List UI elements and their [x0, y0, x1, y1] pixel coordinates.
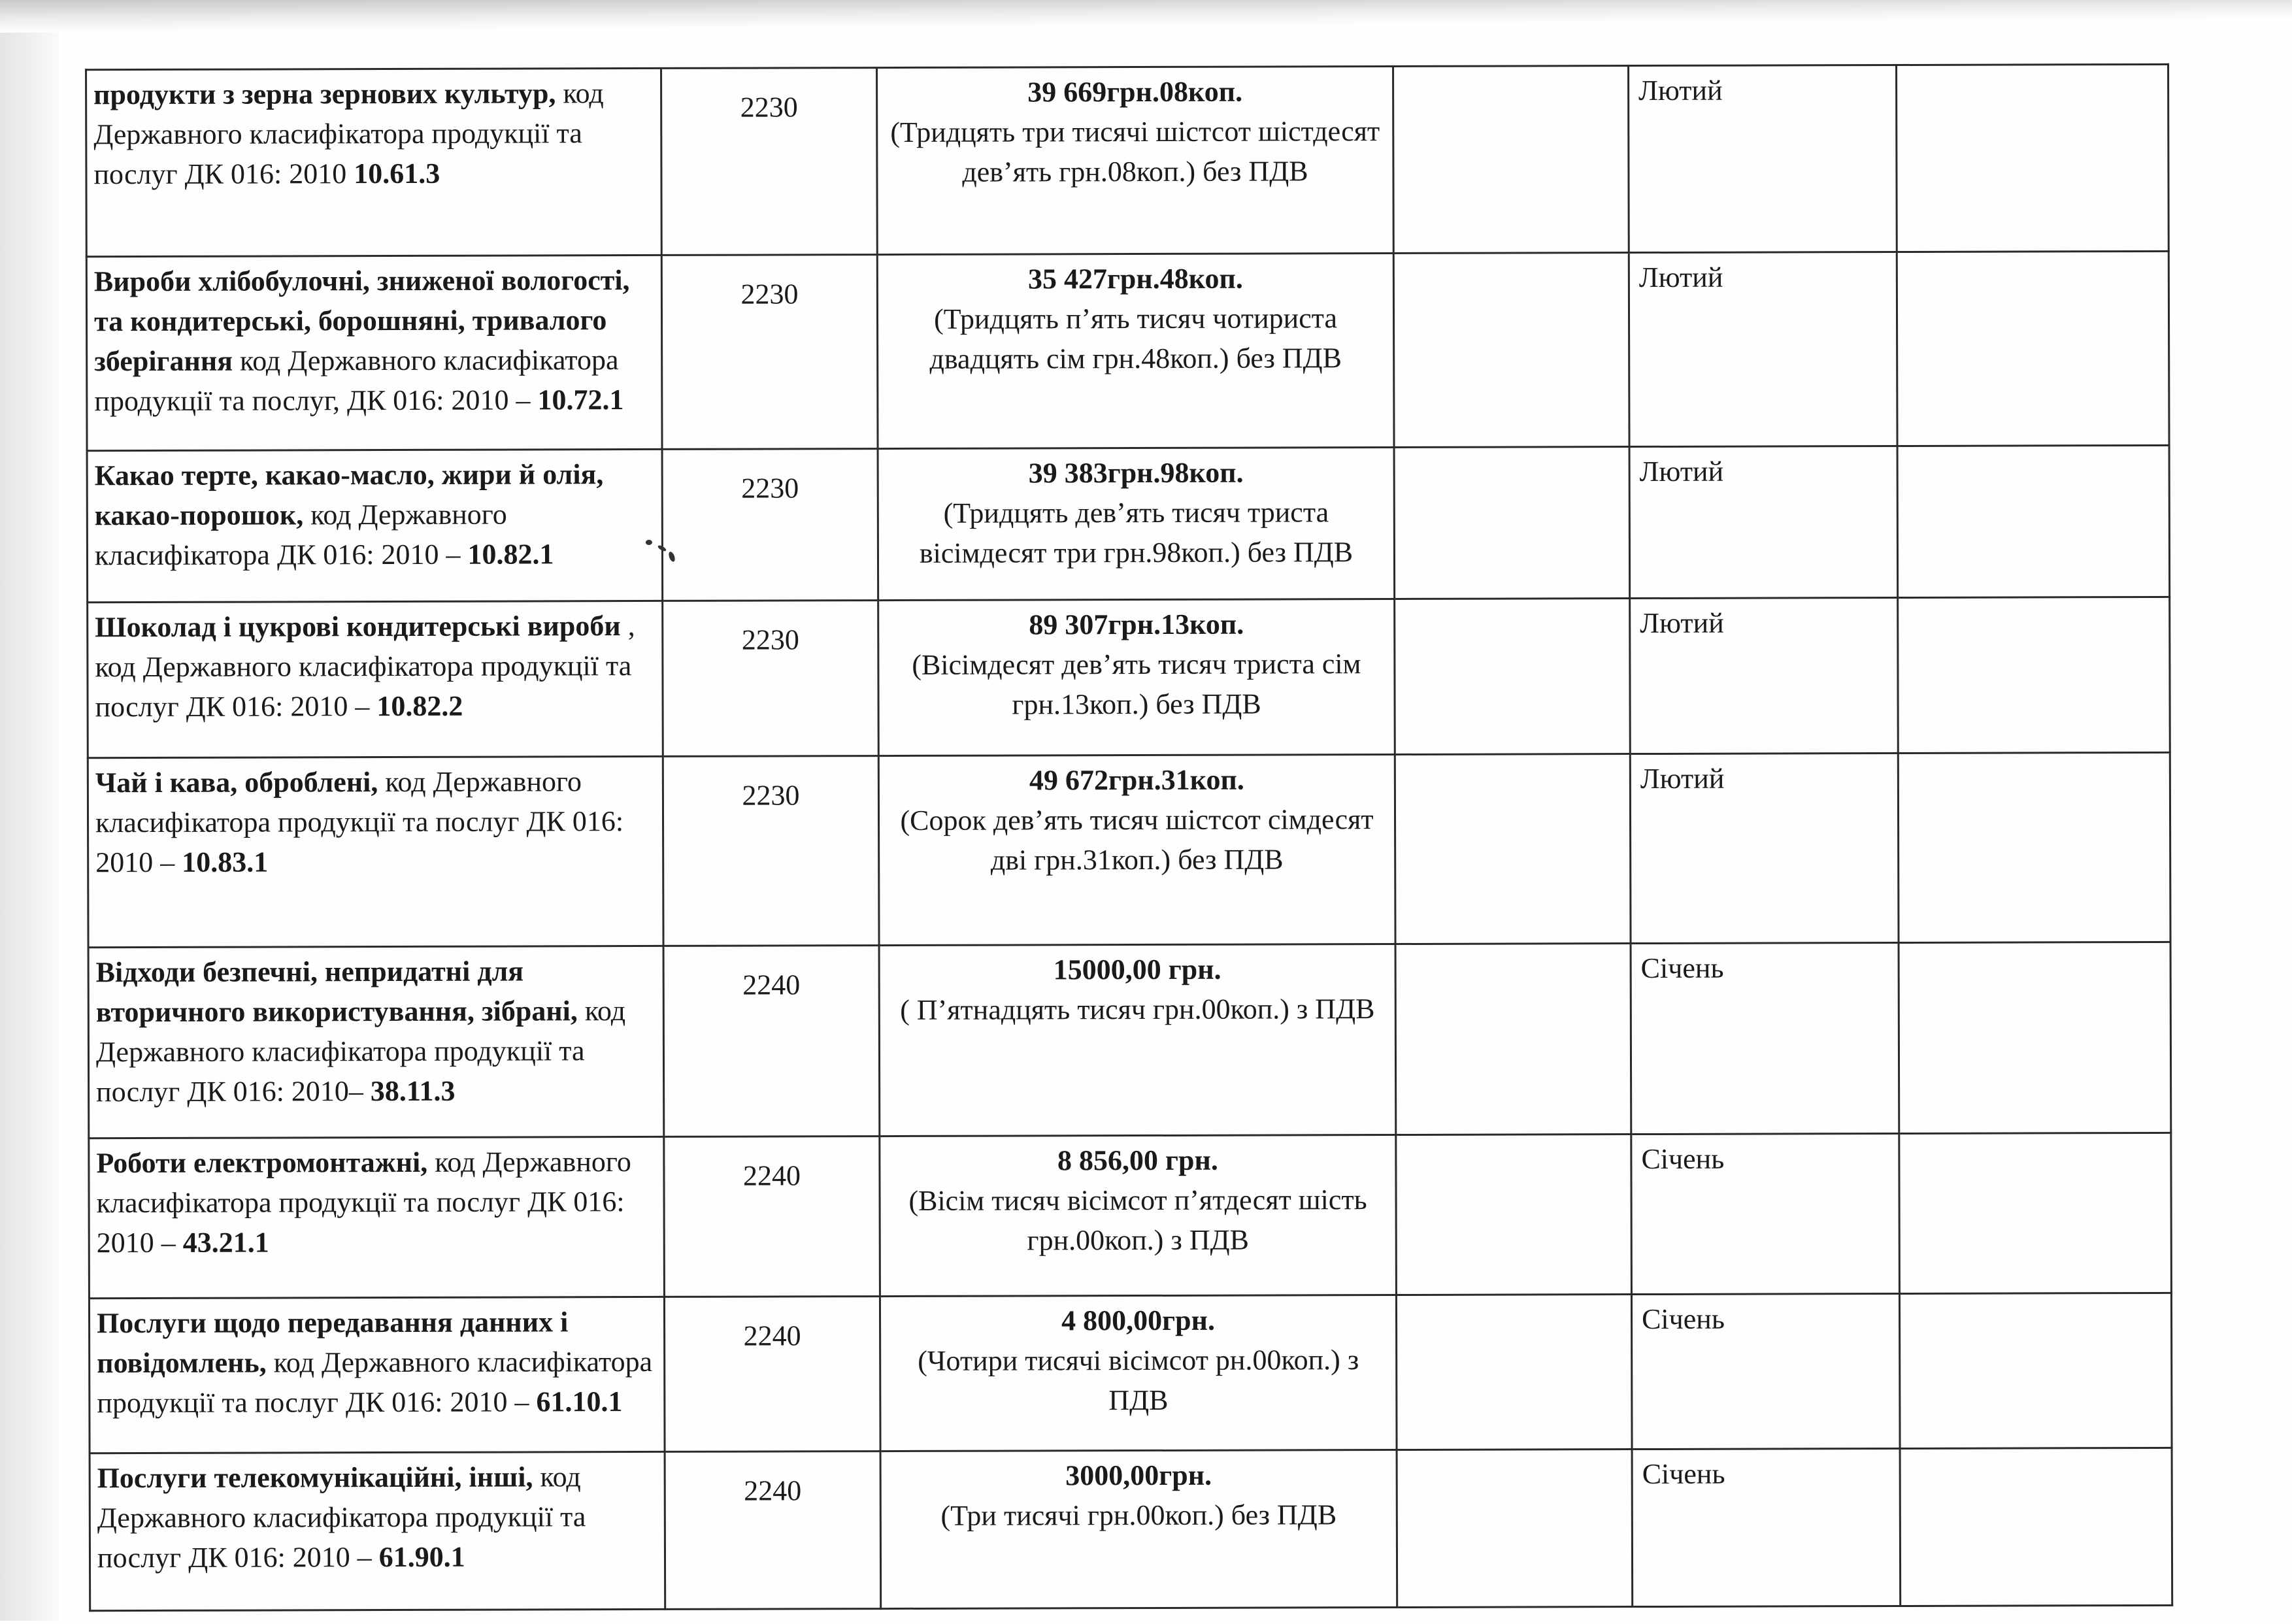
table-row: [88, 597, 2170, 757]
empty-cell: [1394, 447, 1630, 599]
amount-words: (Тридцять три тисячі шістсот шістдесят дев’ять грн.08коп.) без ПДВ: [890, 115, 1380, 188]
empty-cell: [1393, 66, 1629, 254]
classifier-code: 10.82.2: [376, 689, 463, 723]
month-cell: [1630, 753, 1899, 943]
item-name-text: код Державного класифікатора продукції та послуг ДК 016: 2010–: [95, 995, 626, 1108]
notes-cell: [1897, 251, 2169, 446]
notes-cell: [1899, 1293, 2172, 1448]
item-name-text: код Державного класифікатора продукції та послуг ДК 016: 2010 –: [97, 1461, 586, 1574]
amount-value: 3000,00грн.: [1065, 1459, 1212, 1492]
table-row: [87, 445, 2170, 602]
month-value: Січень: [1640, 952, 1724, 985]
month-value: Січень: [1641, 1302, 1725, 1336]
table-row: [90, 1448, 2172, 1610]
amount-cell: [877, 254, 1394, 449]
month-cell: [1629, 65, 1897, 252]
kekv-code: 2230: [661, 68, 878, 256]
empty-cell: [1395, 944, 1631, 1135]
item-name-cell: [86, 68, 662, 256]
month-value: Січень: [1641, 1142, 1725, 1176]
kekv-code: 2230: [663, 756, 879, 946]
classifier-code: 10.72.1: [537, 384, 624, 416]
table-row: [89, 1293, 2172, 1453]
amount-cell: [879, 944, 1396, 1136]
month-cell: [1632, 1448, 1901, 1606]
empty-cell: [1395, 599, 1631, 755]
table-row: [88, 942, 2171, 1138]
month-cell: [1631, 942, 1899, 1134]
item-name-cell: [88, 601, 663, 757]
month-value: Січень: [1642, 1457, 1725, 1491]
amount-value: 49 672грн.31коп.: [1029, 763, 1244, 797]
kekv-code: 2240: [664, 1297, 880, 1452]
item-name-bold: Вироби хлібобулочні, зниженої вологості, та кондитерські, борошняні, тривалого зберігання: [93, 264, 630, 378]
amount-cell: [878, 448, 1395, 601]
amount-cell: [880, 1295, 1397, 1451]
classifier-code: 38.11.3: [370, 1074, 456, 1108]
item-name-bold: Послуги щодо передавання данних і повідомлень,: [96, 1306, 569, 1380]
month-cell: [1629, 252, 1897, 446]
item-name-cell: [90, 1451, 665, 1610]
month-value: Лютий: [1639, 455, 1724, 488]
amount-words: (Чотири тисячі вісімсот рн.00коп.) з ПДВ: [918, 1344, 1359, 1417]
table-row: [89, 1133, 2172, 1298]
notes-cell: [1898, 597, 2170, 753]
item-name-bold: продукти з зерна зернових культур,: [93, 77, 556, 111]
amount-value: 39 669грн.08коп.: [1027, 75, 1243, 108]
amount-words: (Вісім тисяч вісімсот п’ятдесят шість грн.00коп.) з ПДВ: [908, 1184, 1367, 1257]
notes-cell: [1897, 64, 2169, 252]
notes-cell: [1900, 1448, 2172, 1606]
item-name-bold: Відходи безпечні, непридатні для вторичного використування, зібрані,: [95, 955, 578, 1029]
amount-value: 35 427грн.48коп.: [1027, 262, 1243, 295]
amount-cell: [878, 755, 1395, 946]
classifier-code: 43.21.1: [182, 1226, 269, 1259]
item-name-text: код Державного класифікатора ДК 016: 2010 –: [94, 498, 507, 572]
month-value: Лютий: [1640, 606, 1724, 640]
amount-cell: [877, 67, 1394, 255]
item-name-text: код Державного класифікатора продукції та послуг, ДК 016: 2010 –: [94, 344, 619, 418]
month-cell: [1631, 1133, 1900, 1294]
table-row: [86, 64, 2169, 256]
notes-cell: [1899, 1133, 2172, 1293]
item-name-cell: [89, 1136, 665, 1298]
empty-cell: [1396, 1135, 1632, 1295]
month-value: Лютий: [1640, 762, 1725, 795]
amount-value: 15000,00 грн.: [1053, 953, 1221, 986]
notes-cell: [1899, 942, 2171, 1133]
item-name-cell: [88, 756, 663, 947]
amount-value: 39 383грн.98коп.: [1028, 456, 1244, 489]
kekv-code: 2230: [662, 449, 878, 601]
amount-words: ( П’ятнадцять тисяч грн.00коп.) з ПДВ: [900, 993, 1375, 1026]
procurement-table: [85, 63, 2173, 1612]
month-cell: [1629, 446, 1898, 598]
empty-cell: [1396, 1295, 1632, 1450]
table-row: [88, 752, 2170, 947]
item-name-cell: [88, 946, 664, 1138]
ink-smudge: [643, 537, 689, 570]
item-name-cell: [89, 1297, 665, 1453]
item-name-bold: Шоколад і цукрові кондитерські вироби: [95, 610, 621, 644]
classifier-code: 61.10.1: [536, 1385, 623, 1418]
amount-words: (Тридцять дев’ять тисяч триста вісімдесят три грн.98коп.) без ПДВ: [919, 496, 1354, 569]
item-name-bold: Послуги телекомунікаційні, інші,: [97, 1461, 533, 1495]
month-value: Лютий: [1638, 74, 1723, 107]
kekv-code: 2240: [664, 1136, 880, 1297]
amount-words: (Тридцять п’ять тисяч чотириста двадцять сім грн.48коп.) без ПДВ: [929, 302, 1342, 375]
amount-words: (Три тисячі грн.00коп.) без ПДВ: [940, 1499, 1337, 1532]
empty-cell: [1395, 754, 1631, 944]
item-name-bold: Чай і кава, оброблені,: [95, 766, 378, 799]
empty-cell: [1393, 253, 1629, 448]
classifier-code: 10.61.3: [354, 157, 440, 190]
item-name-text: , код Державного класифікатора продукції та послуг ДК 016: 2010 –: [95, 610, 635, 723]
amount-value: 89 307грн.13коп.: [1029, 608, 1244, 641]
amount-value: 4 800,00грн.: [1061, 1304, 1216, 1337]
amount-cell: [878, 599, 1395, 756]
classifier-code: 10.82.1: [467, 538, 554, 571]
amount-cell: [880, 1450, 1397, 1608]
item-name-cell: [86, 255, 662, 450]
month-cell: [1631, 1293, 1900, 1449]
amount-cell: [880, 1135, 1397, 1297]
item-name-text: код Державного класифікатора продукції та послуг ДК 016: 2010 –: [97, 1345, 653, 1419]
kekv-code: 2240: [665, 1451, 881, 1610]
item-name-bold: Роботи електромонтажні,: [96, 1146, 428, 1180]
amount-words: (Вісімдесят дев’ять тисяч триста сім грн.13коп.) без ПДВ: [912, 648, 1361, 721]
item-name-bold: Какао терте, какао-масло, жири й олія, какао-порошок,: [94, 458, 604, 532]
amount-words: (Сорок дев’ять тисяч шістсот сімдесят дві грн.31коп.) без ПДВ: [900, 803, 1374, 876]
kekv-code: 2240: [663, 946, 880, 1137]
item-name-text: код Державного класифікатора продукції та послуг ДК 016: 2010 –: [96, 1146, 631, 1259]
month-value: Лютий: [1638, 261, 1723, 294]
item-name-text: код Державного класифікатора продукції та послуг ДК 016: 2010: [93, 77, 604, 191]
month-cell: [1630, 597, 1899, 754]
empty-cell: [1397, 1450, 1633, 1608]
kekv-code: 2230: [661, 255, 878, 450]
kekv-code: 2230: [663, 601, 879, 757]
item-name-cell: [87, 449, 663, 602]
table-row: [86, 251, 2169, 450]
notes-cell: [1898, 752, 2170, 942]
amount-value: 8 856,00 грн.: [1057, 1144, 1218, 1177]
notes-cell: [1897, 445, 2170, 597]
classifier-code: 10.83.1: [182, 846, 269, 878]
classifier-code: 61.90.1: [378, 1540, 465, 1574]
item-name-text: код Державного класифікатора продукції та послуг ДК 016: 2010 –: [95, 765, 624, 879]
